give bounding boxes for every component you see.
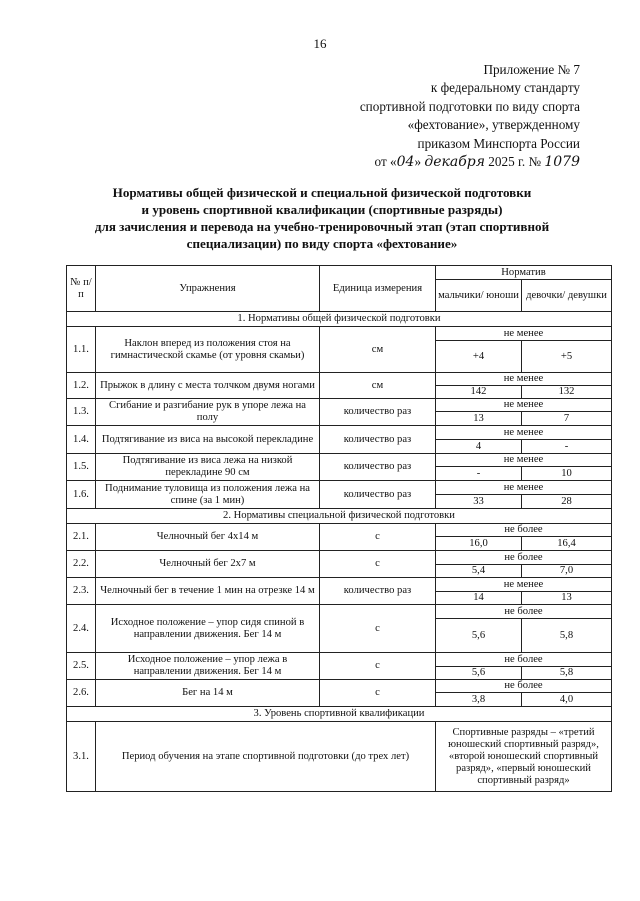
unit: количество раз [320, 454, 436, 481]
date-prefix: от « [374, 154, 397, 170]
norms-table [66, 265, 612, 792]
unit: количество раз [320, 399, 436, 426]
title-line: для зачисления и перевода на учебно-тренировочный этап (этап спортивной [94, 219, 550, 234]
document-title [52, 184, 592, 252]
unit: количество раз [320, 578, 436, 605]
unit: с [320, 653, 436, 680]
exercise-name: Поднимание туловища из положения лежа на спине (за 1 мин) [96, 481, 320, 509]
exercise-name: Подтягивание из виса лежа на низкой перекладине 90 см [96, 454, 320, 481]
header-boys: мальчики/ юноши [436, 280, 522, 312]
norm-condition: не более [436, 605, 612, 619]
unit: см [320, 373, 436, 399]
exercise-name: Челночный бег в течение 1 мин на отрезке 14 м [96, 578, 320, 605]
exercise-name: Исходное положение – упор сидя спиной в направлении движения. Бег 14 м [96, 605, 320, 653]
value-girls: 7,0 [522, 565, 612, 578]
norm-condition: не менее [436, 481, 612, 495]
handwritten-day: 04 [396, 154, 415, 171]
table-row [67, 551, 612, 565]
value-boys: 16,0 [436, 537, 522, 551]
date-year: 2025 г. № [488, 154, 542, 170]
exercise-name: Период обучения на этапе спортивной подготовки (до трех лет) [96, 722, 436, 792]
exercise-name: Исходное положение – упор лежа в направлении движения. Бег 14 м [96, 653, 320, 680]
value-girls: 7 [522, 412, 612, 426]
table-row [67, 399, 612, 412]
norm-condition: не менее [436, 578, 612, 592]
table-row [67, 605, 612, 619]
exercise-name: Бег на 14 м [96, 680, 320, 707]
header-num: № п/п [67, 266, 96, 312]
handwritten-month: декабря [424, 154, 485, 171]
row-number: 1.4. [67, 426, 96, 454]
header-unit: Единица измерения [320, 266, 436, 312]
header-norm: Норматив [436, 266, 612, 280]
unit: с [320, 551, 436, 578]
appendix-line: спортивной подготовки по виду спорта [359, 98, 580, 114]
norm-condition: не более [436, 551, 612, 565]
value-girls: 5,8 [522, 619, 612, 653]
value-girls: - [522, 440, 612, 454]
table-row [67, 373, 612, 386]
row-number: 2.4. [67, 605, 96, 653]
handwritten-number: 1079 [544, 154, 580, 171]
table-row [67, 578, 612, 592]
appendix-date-line [280, 153, 580, 171]
section-title: 1. Нормативы общей физической подготовки [67, 312, 612, 327]
appendix-block [280, 61, 580, 171]
value-girls: 28 [522, 495, 612, 509]
table-row [67, 454, 612, 467]
norm-condition: не более [436, 524, 612, 537]
value-girls: 5,8 [522, 667, 612, 680]
row-number: 2.1. [67, 524, 96, 551]
unit: количество раз [320, 481, 436, 509]
row-number: 1.1. [67, 327, 96, 373]
section-row [67, 509, 612, 524]
unit: с [320, 524, 436, 551]
table-row [67, 524, 612, 537]
exercise-name: Подтягивание из виса на высокой перекладине [96, 426, 320, 454]
row-number: 3.1. [67, 722, 96, 792]
value-boys: 13 [436, 412, 522, 426]
row-number: 2.3. [67, 578, 96, 605]
table-row [67, 426, 612, 440]
exercise-name: Прыжок в длину с места толчком двумя ногами [96, 373, 320, 399]
row-number: 1.2. [67, 373, 96, 399]
appendix-line: «фехтование», утвержденному [407, 117, 580, 133]
date-mid: » [414, 154, 422, 170]
norm-condition: не более [436, 653, 612, 667]
exercise-name: Челночный бег 2х7 м [96, 551, 320, 578]
row-number: 1.3. [67, 399, 96, 426]
table-row [67, 327, 612, 341]
section-title: 2. Нормативы специальной физической подготовки [67, 509, 612, 524]
section-title: 3. Уровень спортивной квалификации [67, 707, 612, 722]
table-row [67, 722, 612, 792]
value-girls: 16,4 [522, 537, 612, 551]
table-row [67, 653, 612, 667]
header-exercise: Упражнения [96, 266, 320, 312]
row-number: 1.5. [67, 454, 96, 481]
appendix-line: Приложение № 7 [483, 62, 580, 77]
header-girls: девочки/ девушки [522, 280, 612, 312]
value-boys: +4 [436, 341, 522, 373]
value-girls: 13 [522, 592, 612, 605]
norm-condition: не более [436, 680, 612, 693]
title-line: специализации) по виду спорта «фехтование» [186, 236, 458, 251]
page-number: 16 [313, 36, 327, 51]
norm-condition: не менее [436, 454, 612, 467]
value-boys: 4 [436, 440, 522, 454]
table-row [67, 481, 612, 495]
table-row [67, 680, 612, 693]
value-boys: 5,6 [436, 667, 522, 680]
section-row [67, 312, 612, 327]
norm-condition: не менее [436, 373, 612, 386]
value-girls: 132 [522, 386, 612, 399]
title-line: Нормативы общей физической и специальной физической подготовки [112, 185, 532, 200]
appendix-line: приказом Минспорта России [417, 135, 580, 151]
unit: количество раз [320, 426, 436, 454]
appendix-line: к федеральному стандарту [430, 80, 580, 96]
unit: см [320, 327, 436, 373]
value-girls: +5 [522, 341, 612, 373]
norm-condition: не менее [436, 399, 612, 412]
norm-condition: не менее [436, 426, 612, 440]
section-row [67, 707, 612, 722]
value-boys: 5,6 [436, 619, 522, 653]
value-boys: 14 [436, 592, 522, 605]
row-number: 2.2. [67, 551, 96, 578]
title-line: и уровень спортивной квалификации (спортивные разряды) [141, 202, 503, 217]
exercise-name: Наклон вперед из положения стоя на гимнастической скамье (от уровня скамьи) [96, 327, 320, 373]
qualification-value: Спортивные разряды – «третий юношеский спортивный разряд», «второй юношеский спортивный разряд», «первый юношеский спортивный разряд» [436, 722, 612, 792]
row-number: 2.5. [67, 653, 96, 680]
unit: с [320, 680, 436, 707]
row-number: 2.6. [67, 680, 96, 707]
value-boys: 33 [436, 495, 522, 509]
value-boys: 3,8 [436, 693, 522, 707]
exercise-name: Сгибание и разгибание рук в упоре лежа на полу [96, 399, 320, 426]
value-boys: - [436, 467, 522, 481]
value-boys: 142 [436, 386, 522, 399]
unit: с [320, 605, 436, 653]
value-girls: 4,0 [522, 693, 612, 707]
value-girls: 10 [522, 467, 612, 481]
norm-condition: не менее [436, 327, 612, 341]
exercise-name: Челночный бег 4х14 м [96, 524, 320, 551]
value-boys: 5,4 [436, 565, 522, 578]
row-number: 1.6. [67, 481, 96, 509]
